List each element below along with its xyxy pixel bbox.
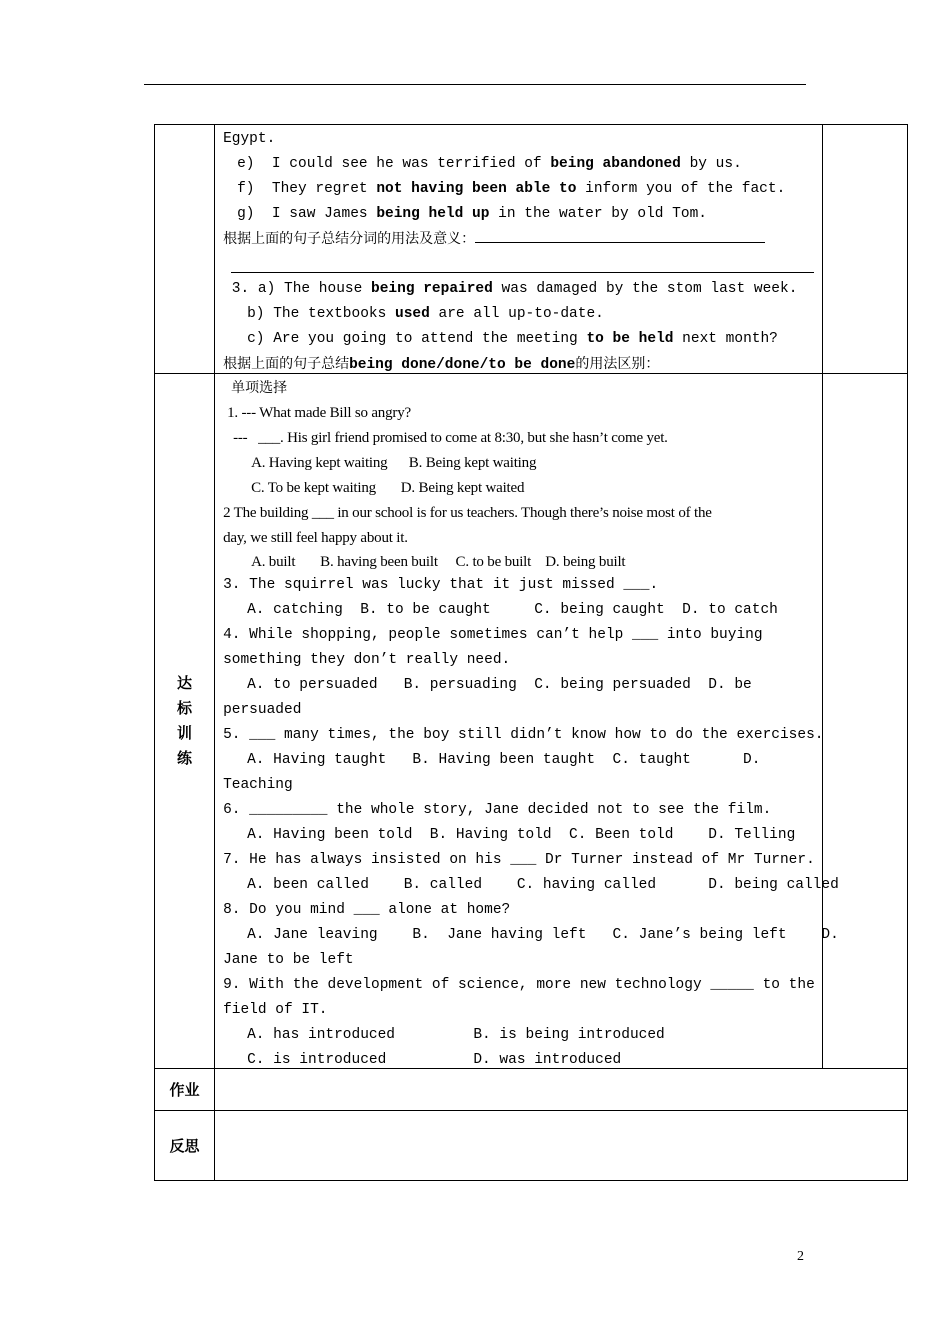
example-e-post: by us. [680, 156, 742, 172]
example-3b-bold: used [395, 306, 430, 322]
example-3c-bold: to be held [586, 331, 674, 347]
q7-line1: 7. He has always insisted on his ___ Dr Turner instead of Mr Turner. [223, 852, 815, 868]
q1-options-ab: A. Having kept waiting B. Being kept waiting [251, 455, 537, 471]
q2-options: A. built B. having been built C. to be built D. being built [251, 554, 626, 570]
q6-line1: 6. _________ the whole story, Jane decided not to see the film. [223, 802, 772, 818]
practice-row [155, 374, 908, 1069]
homework-row [155, 1069, 908, 1111]
q1-line1: 1. --- What made Bill so angry? [227, 405, 411, 421]
examples-notes-cell [822, 125, 907, 374]
example-3b-label: b) [247, 306, 265, 322]
example-e-pre: I could see he was terrified of [271, 156, 551, 172]
q8-line3: Jane to be left [223, 952, 354, 968]
example-3a [223, 277, 822, 302]
practice-content-cell [215, 374, 839, 1069]
example-f-label: f) [237, 181, 255, 197]
practice-label-char-1: 达 [177, 674, 193, 692]
summary-forms-pre: 根据上面的句子总结 [223, 356, 350, 372]
q9-line2: field of IT. [223, 1002, 328, 1018]
q3-line1: 3. The squirrel was lucky that it just missed ___. [223, 577, 659, 593]
reflection-label: 反思 [155, 1111, 215, 1181]
summary-blank-1[interactable] [475, 228, 765, 243]
summary-participle [223, 227, 822, 252]
example-3b-post: are all up-to-date. [429, 306, 604, 322]
q2-line2: day, we still feel happy about it. [223, 530, 408, 546]
example-g-post: in the water by old Tom. [489, 206, 707, 222]
page-number: 2 [797, 1249, 804, 1264]
q4-line1: 4. While shopping, people sometimes can’t help ___ into buying [223, 627, 763, 643]
example-g-bold: being held up [376, 206, 490, 222]
q5-options: A. Having taught B. Having been taught C. taught D. [247, 752, 761, 768]
q4-options: A. to persuaded B. persuading C. being persuaded D. be [247, 677, 752, 693]
examples-row [155, 125, 908, 374]
summary-participle-text: 根据上面的句子总结分词的用法及意义： [223, 231, 476, 247]
example-e-label: e) [237, 156, 255, 172]
examples-content-cell [215, 125, 823, 374]
example-g-pre: I saw James [271, 206, 377, 222]
q6-options: A. Having been told B. Having told C. Been told D. Telling [247, 827, 796, 843]
header-rule [144, 84, 806, 85]
example-3a-pre: The house [284, 281, 372, 297]
q5-line1: 5. ___ many times, the boy still didn’t know how to do the exercises. [223, 727, 824, 743]
example-3c [223, 327, 822, 352]
q3-options: A. catching B. to be caught C. being caught D. to catch [247, 602, 778, 618]
summary-forms-bold: being done/done/to be done [349, 357, 576, 373]
egypt-line: Egypt. [223, 131, 276, 147]
q9-line1: 9. With the development of science, more new technology _____ to the [223, 977, 815, 993]
q1-line2: --- ___. His girl friend promised to come at 8:30, but she hasn’t come yet. [233, 430, 668, 446]
example-f-bold: not having been able to [376, 181, 577, 197]
summary-forms-post: 的用法区别： [575, 356, 660, 372]
practice-label-char-2: 标 [177, 699, 193, 717]
example-3a-post: was damaged by the stom last week. [492, 281, 798, 297]
practice-notes-cell [822, 374, 907, 1069]
practice-label-char-4: 练 [177, 749, 193, 767]
example-f [223, 177, 822, 202]
lesson-table [154, 124, 908, 1181]
q5-line3: Teaching [223, 777, 293, 793]
practice-heading: 单项选择 [231, 380, 288, 396]
q8-options: A. Jane leaving B. Jane having left C. Jane’s being left D. [247, 927, 839, 943]
example-3b [223, 302, 822, 327]
homework-content-cell[interactable] [215, 1069, 908, 1111]
example-g [223, 202, 822, 227]
q4-line4: persuaded [223, 702, 302, 718]
example-e-bold: being abandoned [550, 156, 681, 172]
example-e [223, 152, 822, 177]
q8-line1: 8. Do you mind ___ alone at home? [223, 902, 511, 918]
example-f-post: inform you of the fact. [576, 181, 786, 197]
examples-label-cell [155, 125, 215, 374]
practice-label-cell [155, 374, 215, 1069]
summary-blank-2[interactable] [231, 252, 814, 273]
example-3c-label: c) [247, 331, 265, 347]
practice-label-char-3: 训 [177, 724, 193, 742]
practice-label [155, 671, 214, 771]
q9-options-cd: C. is introduced D. was introduced [247, 1052, 622, 1068]
example-f-pre: They regret [271, 181, 377, 197]
q2-line1: 2 The building ___ in our school is for us teachers. Though there’s noise most of the [223, 505, 712, 521]
example-3c-post: next month? [673, 331, 778, 347]
reflection-row [155, 1111, 908, 1181]
q7-options: A. been called B. called C. having called D. being called [247, 877, 839, 893]
example-3c-pre: Are you going to attend the meeting [273, 331, 587, 347]
q1-options-cd: C. To be kept waiting D. Being kept waited [251, 480, 525, 496]
q9-options-ab: A. has introduced B. is being introduced [247, 1027, 665, 1043]
example-3a-bold: being repaired [371, 281, 493, 297]
homework-label: 作业 [155, 1069, 215, 1111]
example-3a-label: 3. a) [231, 281, 276, 297]
example-g-label: g) [237, 206, 255, 222]
example-3b-pre: The textbooks [273, 306, 396, 322]
q4-line2: something they don’t really need. [223, 652, 511, 668]
reflection-content-cell[interactable] [215, 1111, 908, 1181]
